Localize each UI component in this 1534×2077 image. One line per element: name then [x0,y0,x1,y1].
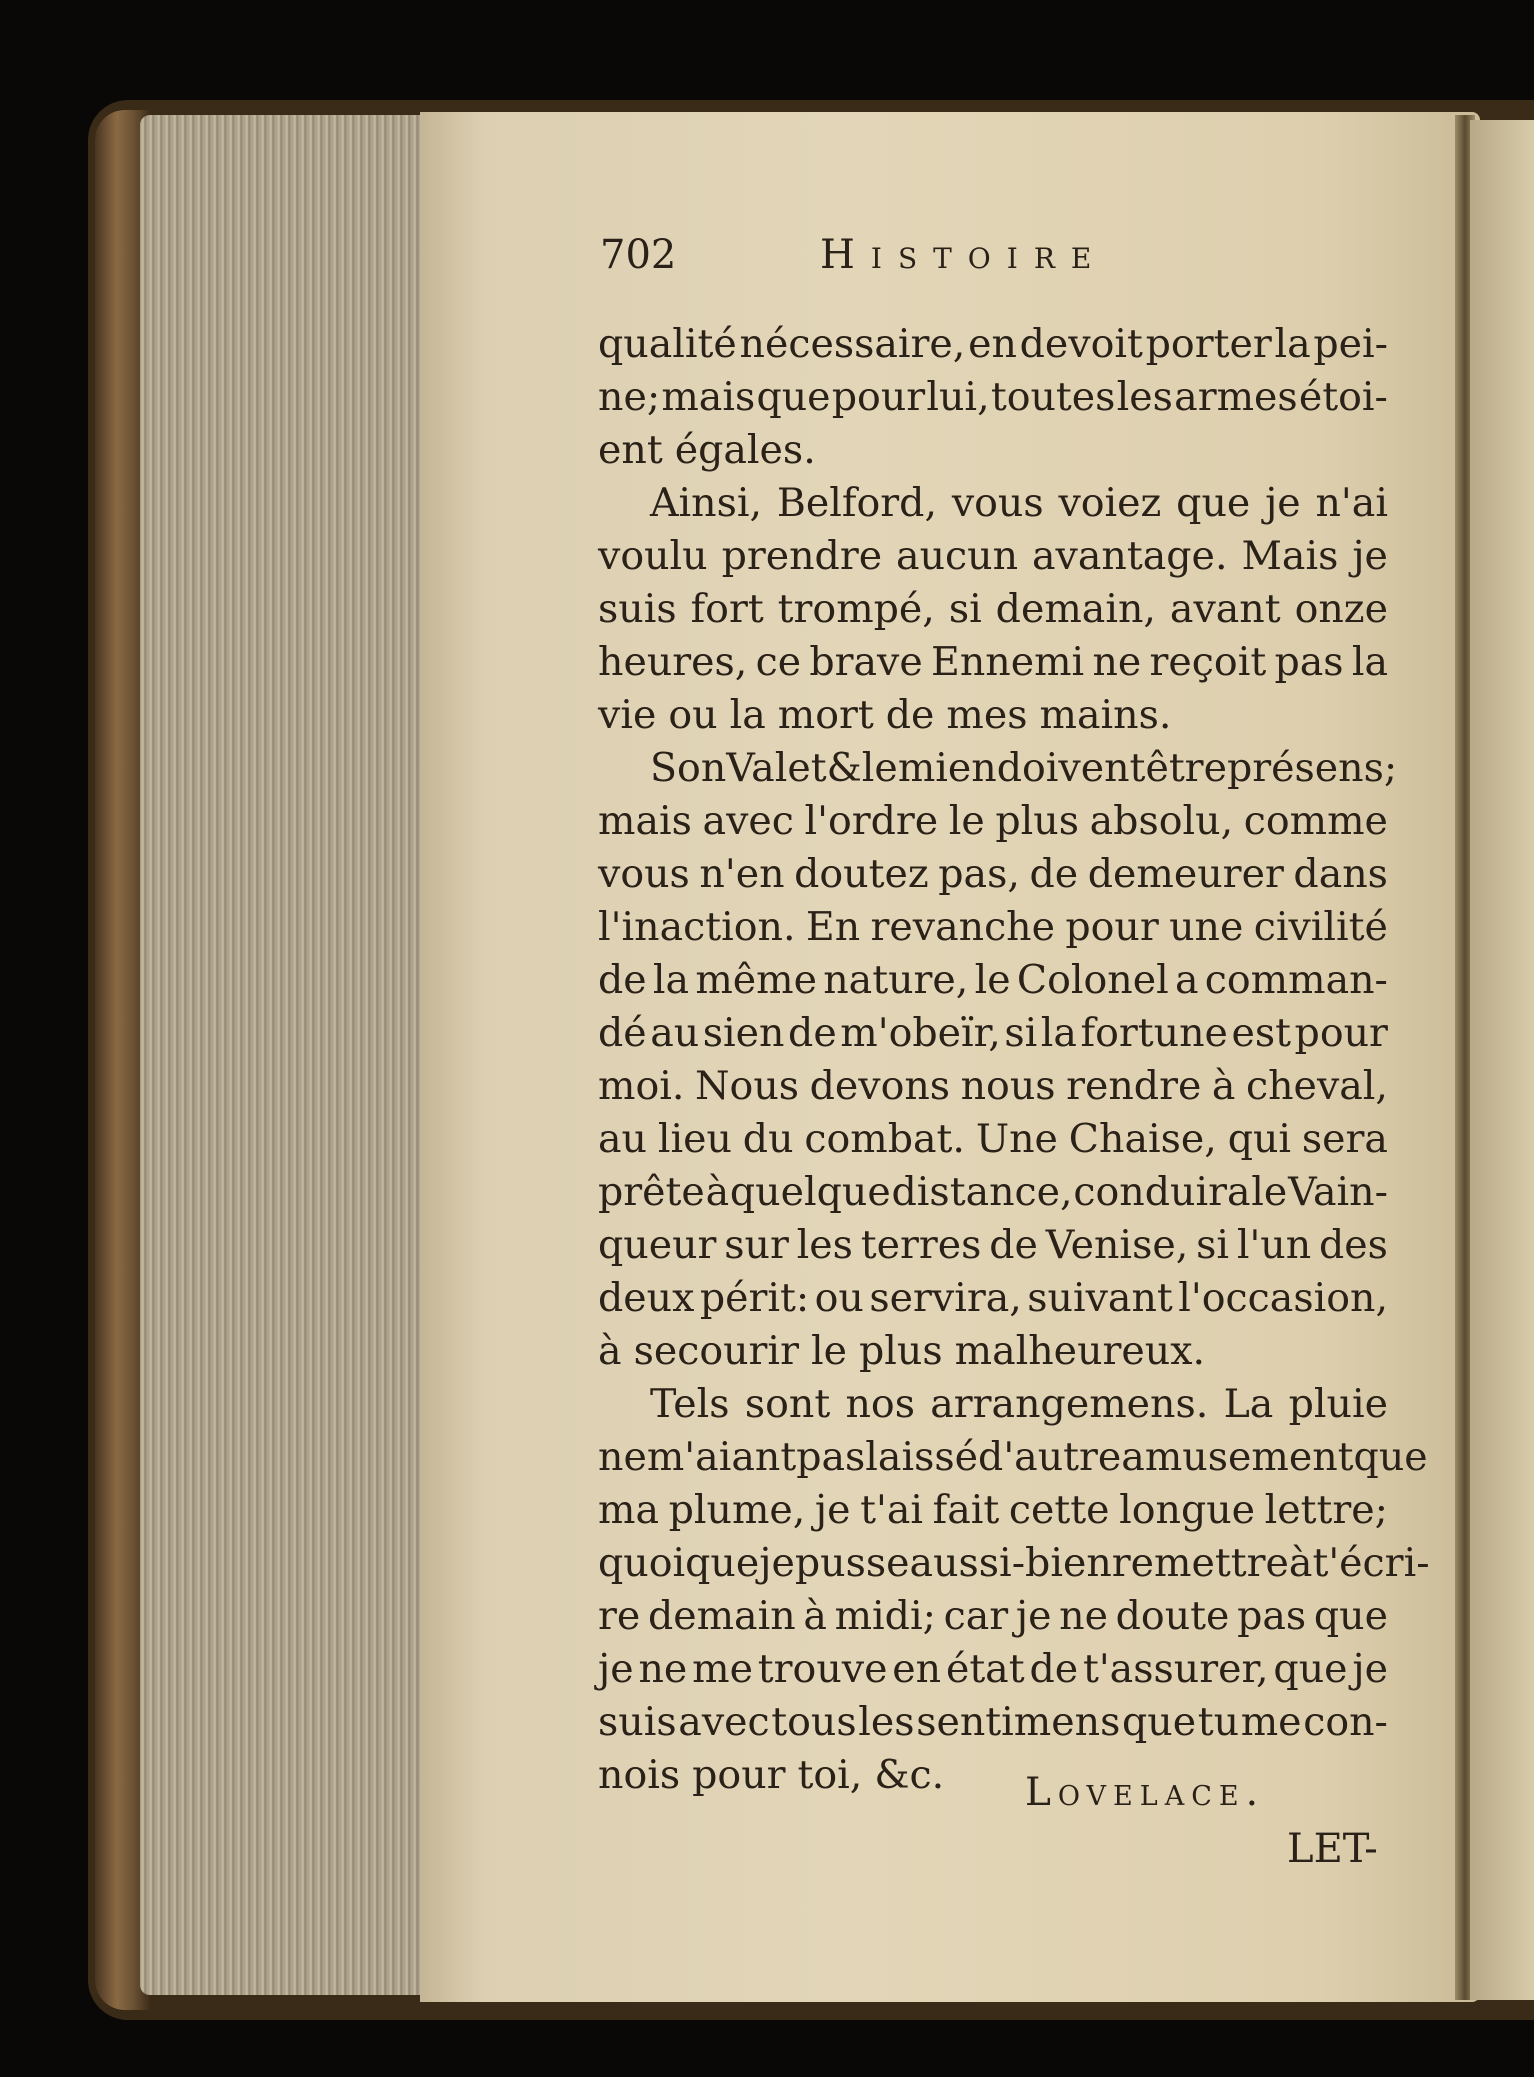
facing-page-edge [1470,120,1534,2000]
word: heures, [598,639,748,685]
word: re [598,1593,641,1639]
word: avant [1169,586,1281,632]
text-line [598,424,1388,477]
text-line [598,1113,1388,1166]
word: pei- [1313,321,1388,367]
text-line [598,795,1388,848]
text-line [598,1325,1388,1378]
word: dé [598,1010,647,1056]
word: t'assurer, [1082,1646,1269,1692]
word: sera [1301,1116,1388,1162]
word: le [1251,1169,1288,1215]
word: mains. [1039,692,1172,738]
text-line [598,1007,1388,1060]
word: sont [744,1381,831,1427]
word: je [759,1540,795,1586]
word: que [1313,1593,1388,1639]
word: état [945,1646,1025,1692]
word: moi. [598,1063,685,1109]
word: n'ai [1315,480,1388,526]
word: de [989,1222,1038,1268]
word: plus [995,798,1080,844]
word: des [1319,1222,1388,1268]
word: la [1351,639,1388,685]
word: Nous [694,1063,800,1109]
word: en [892,1646,942,1692]
word: onze [1294,586,1388,632]
word: l'un [1236,1222,1312,1268]
word: nature, [823,957,969,1003]
word: nois [598,1752,681,1798]
word: l'ordre [804,798,939,844]
word: prendre [721,533,883,579]
word: demeurer [1087,851,1284,897]
word: cette [1008,1487,1110,1533]
word: pour [831,374,926,420]
word: voiez [1058,480,1162,526]
word: arrangemens. [930,1381,1209,1427]
word: être [1145,745,1227,791]
word: pas, [938,851,1020,897]
word: la [729,692,766,738]
word: Chaise, [1068,1116,1217,1162]
text-line [598,901,1388,954]
word: le [861,745,898,791]
word: plume, [668,1487,806,1533]
word: Vain- [1288,1169,1388,1215]
word: de [1029,1646,1079,1692]
word: Valet [726,745,827,791]
text-line [598,583,1388,636]
word: je [1265,480,1301,526]
word: trompé, [777,586,935,632]
word: doutez [794,851,929,897]
word: ma [598,1487,660,1533]
word: vie [598,692,657,738]
word: à [1288,1540,1313,1586]
word: Venise, [1045,1222,1189,1268]
word: n'en [699,851,785,897]
word: nécessaire, [739,321,966,367]
text-line [598,1537,1430,1590]
page-header [600,232,1400,292]
word: demain, [995,586,1156,632]
text-line [598,1166,1388,1219]
word: amusement [1121,1434,1354,1480]
word: &c. [874,1752,945,1798]
word: nous [960,1063,1056,1109]
text-line [598,1590,1388,1643]
word: d'autre [978,1434,1122,1480]
word: mes [946,692,1028,738]
word: devoit [1019,321,1143,367]
word: conduira [1073,1169,1251,1215]
word: brave [809,639,923,685]
word: ce [755,639,802,685]
word: nos [845,1381,915,1427]
text-line [598,1060,1388,1113]
word: que [1176,480,1251,526]
word: aussi-bien [909,1540,1112,1586]
word: ou [668,692,718,738]
word: que [1122,1699,1197,1745]
text-line [598,848,1388,901]
page-number: 702 [600,232,677,278]
word: tous [771,1699,857,1745]
word: ne [638,1646,688,1692]
word: armes [1174,374,1298,420]
word: deux [598,1275,695,1321]
word: suis [598,586,677,632]
word: ne [1059,1593,1108,1639]
word: Ainsi, [650,480,763,526]
word: même [695,957,817,1003]
text-line [598,689,1388,742]
text-line [598,1378,1388,1431]
text-line [598,477,1388,530]
word: & [826,745,862,791]
word: une [1169,904,1244,950]
word: ne [1092,639,1142,685]
word: mais [598,798,692,844]
word: Colonel [1016,957,1169,1003]
word: à [1211,1063,1236,1109]
word: si [1196,1222,1229,1268]
word: pas [796,1434,866,1480]
word: je [598,1646,634,1692]
word: midi; [834,1593,936,1639]
word: queur [598,1222,717,1268]
word: pas [1274,639,1344,685]
word: comme [1243,798,1388,844]
text-line [598,954,1388,1007]
text-line [598,1484,1388,1537]
word: de [598,957,647,1003]
word: de [788,1010,837,1056]
word: périt: [699,1275,810,1321]
word: à [705,1169,730,1215]
letter-signature: Lovelace. [1025,1770,1265,1815]
text-line [598,1431,1428,1484]
word: mort [777,692,874,738]
word: vous [951,480,1044,526]
word: me [1240,1699,1302,1745]
word: que [756,374,831,420]
word: les [858,1699,915,1745]
word: je [1352,533,1388,579]
text-line [598,1696,1388,1749]
word: dans [1293,851,1388,897]
text-line [598,742,1398,795]
word: l'inaction. [598,904,796,950]
word: égales. [674,427,816,473]
word: est [1231,1010,1291,1056]
word: rendre [1066,1063,1202,1109]
word: la [1040,1010,1077,1056]
word: Une [975,1116,1058,1162]
word: m'obeïr, [840,1010,1001,1056]
word: que [1273,1646,1348,1692]
word: Tels [650,1381,730,1427]
word: demain [647,1593,796,1639]
word: secourir [633,1328,799,1374]
word: l'occasion, [1178,1275,1388,1321]
word: doute [1115,1593,1230,1639]
word: pour [1294,1010,1388,1056]
word: servira, [869,1275,1022,1321]
word: avantage. [1032,533,1228,579]
word: laissé [865,1434,979,1480]
word: présens; [1226,745,1398,791]
word: étoi- [1298,374,1388,420]
word: toutes [990,374,1116,420]
word: ne; [598,374,661,420]
word: prête [598,1169,705,1215]
body-text [598,318,1430,1802]
word: le [810,1328,847,1374]
word: toi, [797,1752,863,1798]
word: à [803,1593,827,1639]
word: sur [724,1222,789,1268]
word: si [1004,1010,1038,1056]
word: mien [897,745,997,791]
word: reçoit [1149,639,1267,685]
word: porter [1145,321,1272,367]
word: Mais [1241,533,1339,579]
word: pour [1065,904,1159,950]
word: je [1015,1593,1052,1639]
word: je [1352,1646,1388,1692]
word: quoique [598,1540,760,1586]
word: si [948,586,982,632]
word: fortune [1080,1010,1228,1056]
word: en [968,321,1017,367]
word: sentimens [916,1699,1121,1745]
text-line [598,1272,1388,1325]
word: de [1029,851,1079,897]
word: revanche [870,904,1056,950]
text-line [598,1219,1388,1272]
word: avec [702,798,794,844]
word: le [974,957,1011,1003]
word: remettre [1111,1540,1289,1586]
word: Belford, [776,480,938,526]
word: trouve [757,1646,888,1692]
word: me [692,1646,753,1692]
catchword: LET- [1287,1826,1378,1872]
word: con- [1303,1699,1388,1745]
word: mais [661,374,756,420]
word: suivant [1027,1275,1173,1321]
word: lui, [926,374,990,420]
word: fait [932,1487,1000,1533]
word: devons [809,1063,951,1109]
word: les [1116,374,1173,420]
word: La [1223,1381,1274,1427]
word: longue [1119,1487,1256,1533]
word: les [796,1222,853,1268]
page-edges [140,115,440,1995]
word: tu [1197,1699,1240,1745]
word: t'écri- [1312,1540,1430,1586]
word: combat. [804,1116,965,1162]
word: avec [678,1699,770,1745]
word: civilité [1253,904,1388,950]
text-line [598,530,1388,583]
word: qualité [598,321,737,367]
word: aucun [896,533,1019,579]
word: voulu [598,533,708,579]
word: pas [1237,1593,1307,1639]
text-line [598,371,1388,424]
word: terres [860,1222,982,1268]
word: plus [858,1328,943,1374]
word: fort [690,586,764,632]
word: ent [598,427,663,473]
running-title: Histoire [820,232,1108,278]
word: car [943,1593,1009,1639]
word: a [1174,957,1199,1003]
word: au [650,1010,700,1056]
word: Ennemi [931,639,1085,685]
word: ne [598,1434,647,1480]
word: sien [702,1010,785,1056]
text-line [598,636,1388,689]
word: pluie [1288,1381,1388,1427]
word: Son [650,745,727,791]
word: à [598,1328,622,1374]
word: la [1274,321,1311,367]
word: je [814,1487,851,1533]
word: lettre; [1264,1487,1388,1533]
word: du [742,1116,794,1162]
word: m'aiant [646,1434,797,1480]
word: que [1353,1434,1428,1480]
word: absolu, [1089,798,1234,844]
word: t'ai [860,1487,924,1533]
word: qui [1227,1116,1292,1162]
word: cheval, [1246,1063,1388,1109]
word: suis [598,1699,677,1745]
word: ou [814,1275,864,1321]
text-line [598,1643,1388,1696]
word: doivent [996,745,1146,791]
word: distance, [891,1169,1073,1215]
text-line [598,318,1388,371]
word: En [805,904,861,950]
word: quelque [729,1169,891,1215]
word: pusse [794,1540,910,1586]
word: malheureux. [954,1328,1206,1374]
word: vous [598,851,690,897]
word: la [652,957,690,1003]
word: de [885,692,935,738]
word: lieu [657,1116,732,1162]
word: le [948,798,985,844]
word: pour [692,1752,786,1798]
word: au [598,1116,647,1162]
word: comman- [1204,957,1388,1003]
text-line [598,1749,1388,1802]
